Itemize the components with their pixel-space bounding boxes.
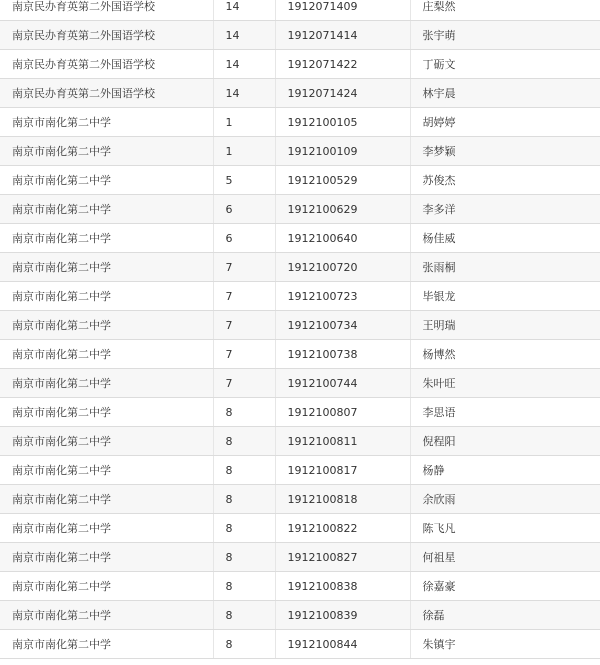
school-name-cell: 南京市南化第二中学 bbox=[0, 282, 213, 311]
class-number-cell: 6 bbox=[213, 195, 275, 224]
student-name-cell: 张雨桐 bbox=[410, 253, 600, 282]
school-name-cell: 南京民办育英第二外国语学校 bbox=[0, 21, 213, 50]
table-row bbox=[0, 282, 600, 311]
student-id-cell: 1912071424 bbox=[275, 79, 410, 108]
student-id-cell: 1912071409 bbox=[275, 0, 410, 21]
student-id-cell: 1912100720 bbox=[275, 253, 410, 282]
class-number-cell: 8 bbox=[213, 630, 275, 659]
class-number-cell: 1 bbox=[213, 108, 275, 137]
school-name-cell: 南京市南化第二中学 bbox=[0, 253, 213, 282]
student-name-cell: 陈飞凡 bbox=[410, 514, 600, 543]
school-name-cell: 南京市南化第二中学 bbox=[0, 398, 213, 427]
student-id-cell: 1912100529 bbox=[275, 166, 410, 195]
student-id-cell: 1912100844 bbox=[275, 630, 410, 659]
student-id-cell: 1912100109 bbox=[275, 137, 410, 166]
student-name-cell: 杨博然 bbox=[410, 340, 600, 369]
table-row bbox=[0, 398, 600, 427]
class-number-cell: 14 bbox=[213, 79, 275, 108]
class-number-cell: 8 bbox=[213, 514, 275, 543]
student-name-cell: 王明瑞 bbox=[410, 311, 600, 340]
student-id-cell: 1912100744 bbox=[275, 369, 410, 398]
table-row bbox=[0, 108, 600, 137]
class-number-cell: 1 bbox=[213, 137, 275, 166]
student-name-cell: 苏俊杰 bbox=[410, 166, 600, 195]
class-number-cell: 8 bbox=[213, 398, 275, 427]
school-name-cell: 南京市南化第二中学 bbox=[0, 108, 213, 137]
student-name-cell: 朱叶旺 bbox=[410, 369, 600, 398]
table-row bbox=[0, 340, 600, 369]
student-id-cell: 1912100818 bbox=[275, 485, 410, 514]
class-number-cell: 7 bbox=[213, 311, 275, 340]
table-row bbox=[0, 224, 600, 253]
class-number-cell: 8 bbox=[213, 543, 275, 572]
class-number-cell: 7 bbox=[213, 282, 275, 311]
student-name-cell: 林宇晨 bbox=[410, 79, 600, 108]
student-name-cell: 徐磊 bbox=[410, 601, 600, 630]
table-row bbox=[0, 485, 600, 514]
school-name-cell: 南京市南化第二中学 bbox=[0, 572, 213, 601]
student-name-cell: 倪程阳 bbox=[410, 427, 600, 456]
school-name-cell: 南京市南化第二中学 bbox=[0, 630, 213, 659]
student-name-cell: 丁砺文 bbox=[410, 50, 600, 79]
student-id-cell: 1912100723 bbox=[275, 282, 410, 311]
student-name-cell: 余欣雨 bbox=[410, 485, 600, 514]
table-row bbox=[0, 630, 600, 659]
table-row bbox=[0, 514, 600, 543]
school-name-cell: 南京市南化第二中学 bbox=[0, 137, 213, 166]
student-id-cell: 1912100822 bbox=[275, 514, 410, 543]
student-id-cell: 1912100105 bbox=[275, 108, 410, 137]
table-row bbox=[0, 166, 600, 195]
student-name-cell: 杨佳威 bbox=[410, 224, 600, 253]
table-row bbox=[0, 427, 600, 456]
student-id-cell: 1912071414 bbox=[275, 21, 410, 50]
school-name-cell: 南京市南化第二中学 bbox=[0, 456, 213, 485]
table-row bbox=[0, 601, 600, 630]
class-number-cell: 7 bbox=[213, 340, 275, 369]
student-id-cell: 1912100838 bbox=[275, 572, 410, 601]
student-name-cell: 何祖星 bbox=[410, 543, 600, 572]
school-name-cell: 南京市南化第二中学 bbox=[0, 485, 213, 514]
school-name-cell: 南京市南化第二中学 bbox=[0, 311, 213, 340]
table-row bbox=[0, 456, 600, 485]
student-id-cell: 1912100734 bbox=[275, 311, 410, 340]
student-id-cell: 1912100839 bbox=[275, 601, 410, 630]
school-name-cell: 南京市南化第二中学 bbox=[0, 543, 213, 572]
school-name-cell: 南京民办育英第二外国语学校 bbox=[0, 50, 213, 79]
class-number-cell: 8 bbox=[213, 601, 275, 630]
table-row bbox=[0, 195, 600, 224]
student-id-cell: 1912100640 bbox=[275, 224, 410, 253]
class-number-cell: 7 bbox=[213, 369, 275, 398]
student-name-cell: 徐嘉豪 bbox=[410, 572, 600, 601]
student-id-cell: 1912100738 bbox=[275, 340, 410, 369]
table-row bbox=[0, 543, 600, 572]
student-name-cell: 李梦颖 bbox=[410, 137, 600, 166]
student-id-cell: 1912100817 bbox=[275, 456, 410, 485]
school-name-cell: 南京市南化第二中学 bbox=[0, 195, 213, 224]
class-number-cell: 8 bbox=[213, 572, 275, 601]
student-name-cell: 李多洋 bbox=[410, 195, 600, 224]
school-name-cell: 南京民办育英第二外国语学校 bbox=[0, 0, 213, 21]
class-number-cell: 5 bbox=[213, 166, 275, 195]
table-row bbox=[0, 253, 600, 282]
student-name-cell: 李思语 bbox=[410, 398, 600, 427]
table-row bbox=[0, 369, 600, 398]
school-name-cell: 南京民办育英第二外国语学校 bbox=[0, 79, 213, 108]
class-number-cell: 8 bbox=[213, 427, 275, 456]
student-name-cell: 胡婷婷 bbox=[410, 108, 600, 137]
student-name-cell: 朱镇宇 bbox=[410, 630, 600, 659]
student-id-cell: 1912100629 bbox=[275, 195, 410, 224]
student-name-cell: 张宇萌 bbox=[410, 21, 600, 50]
student-id-cell: 1912071422 bbox=[275, 50, 410, 79]
student-id-cell: 1912100807 bbox=[275, 398, 410, 427]
class-number-cell: 14 bbox=[213, 50, 275, 79]
school-name-cell: 南京市南化第二中学 bbox=[0, 369, 213, 398]
student-name-cell: 毕银龙 bbox=[410, 282, 600, 311]
student-id-cell: 1912100827 bbox=[275, 543, 410, 572]
class-number-cell: 14 bbox=[213, 21, 275, 50]
class-number-cell: 6 bbox=[213, 224, 275, 253]
table-row bbox=[0, 21, 600, 50]
student-name-cell: 杨静 bbox=[410, 456, 600, 485]
class-number-cell: 8 bbox=[213, 485, 275, 514]
table-row bbox=[0, 79, 600, 108]
table-row bbox=[0, 137, 600, 166]
class-number-cell: 7 bbox=[213, 253, 275, 282]
class-number-cell: 14 bbox=[213, 0, 275, 21]
table-row bbox=[0, 572, 600, 601]
school-name-cell: 南京市南化第二中学 bbox=[0, 514, 213, 543]
table-row bbox=[0, 311, 600, 340]
school-name-cell: 南京市南化第二中学 bbox=[0, 224, 213, 253]
student-name-cell: 庄梨然 bbox=[410, 0, 600, 21]
school-name-cell: 南京市南化第二中学 bbox=[0, 427, 213, 456]
table-row bbox=[0, 0, 600, 21]
class-number-cell: 8 bbox=[213, 456, 275, 485]
school-name-cell: 南京市南化第二中学 bbox=[0, 601, 213, 630]
school-name-cell: 南京市南化第二中学 bbox=[0, 340, 213, 369]
table-row bbox=[0, 50, 600, 79]
student-id-cell: 1912100811 bbox=[275, 427, 410, 456]
school-name-cell: 南京市南化第二中学 bbox=[0, 166, 213, 195]
